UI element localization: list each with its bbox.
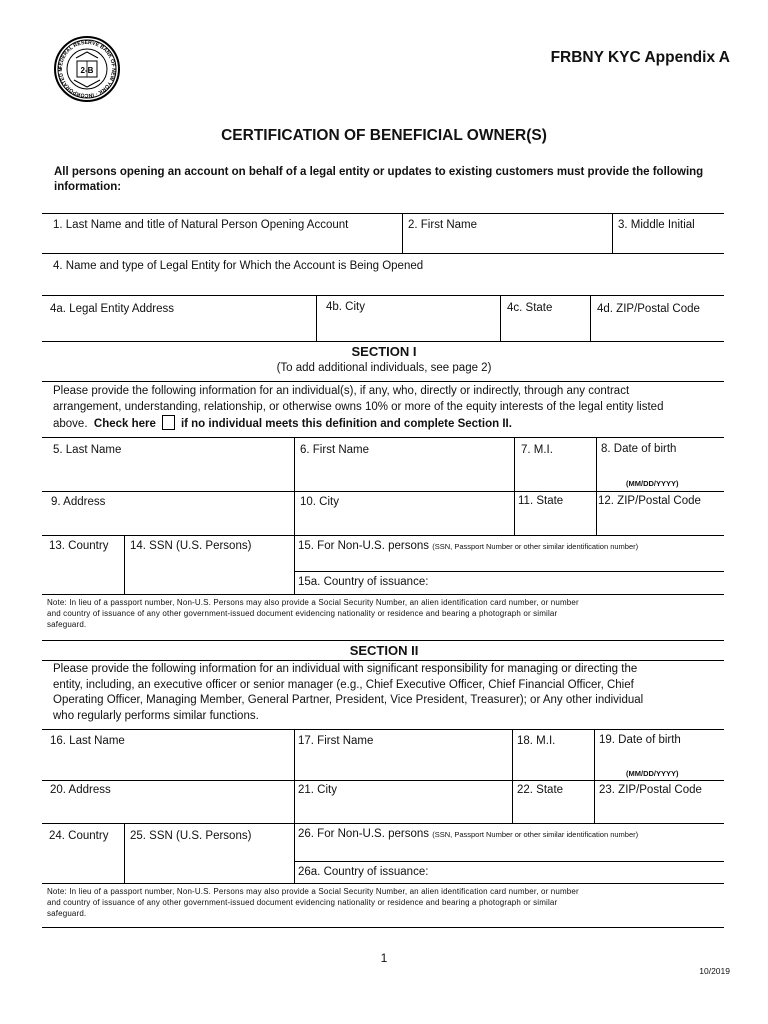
field-s1-country[interactable]: 13. Country xyxy=(49,540,109,552)
page-number: 1 xyxy=(380,951,388,965)
field-entity-state[interactable]: 4c. State xyxy=(507,302,553,314)
field-s2-address[interactable]: 20. Address xyxy=(50,784,111,796)
field-s2-last-name[interactable]: 16. Last Name xyxy=(50,735,125,747)
field-s1-state[interactable]: 11. State xyxy=(518,495,564,507)
field-s2-dob[interactable]: 19. Date of birth xyxy=(599,734,681,746)
form-title: CERTIFICATION OF BENEFICIAL OWNER(S) xyxy=(221,127,547,144)
section-2-instructions: Please provide the following information for an individual with significant responsibility for managing or directing the entity, including, an executive officer or senior manager (e.g., Chief Executive Officer, Chief Financial Officer, Chief Operating Officer, Managing Member, General Partner, President, Vice President, Treasurer); or Any other individual who regularly performs similar functions. xyxy=(53,663,644,722)
field-s1-ssn[interactable]: 14. SSN (U.S. Persons) xyxy=(130,540,252,552)
field-s2-non-us-id[interactable]: 26. For Non-U.S. persons (SSN, Passport Number or other similar identification number) xyxy=(298,828,639,840)
field-legal-entity-address[interactable]: 4a. Legal Entity Address xyxy=(50,303,175,315)
field-s2-city[interactable]: 21. City xyxy=(298,784,337,796)
field-s1-mi[interactable]: 7. M.I. xyxy=(521,444,553,456)
svg-text:2-B: 2-B xyxy=(80,66,94,75)
field-s1-first-name[interactable]: 6. First Name xyxy=(300,444,370,456)
field-last-name-title[interactable]: 1. Last Name and title of Natural Person Opening Account xyxy=(53,219,349,231)
section-1-instructions: Please provide the following information for an individual(s), if any, who, directly or indirectly, through any contract arrangement, understanding, relationship, or otherwise owns 10% or more of the equity interests of the legal entity listed above. Check here if no individual meets this definition and complete Section II. xyxy=(53,385,664,430)
field-s2-mi[interactable]: 18. M.I. xyxy=(517,735,556,747)
field-first-name[interactable]: 2. First Name xyxy=(408,219,478,231)
field-s1-zip[interactable]: 12. ZIP/Postal Code xyxy=(598,495,701,507)
intro-text: All persons opening an account on behalf of a legal entity or updates to existing customers must provide the following information: xyxy=(54,166,704,193)
appendix-label: FRBNY KYC Appendix A xyxy=(550,49,730,66)
field-s2-ssn[interactable]: 25. SSN (U.S. Persons) xyxy=(130,830,252,842)
field-s1-last-name[interactable]: 5. Last Name xyxy=(53,444,122,456)
field-legal-entity-name[interactable]: 4. Name and type of Legal Entity for Which the Account is Being Opened xyxy=(53,260,424,272)
field-s2-first-name[interactable]: 17. First Name xyxy=(298,735,374,747)
section-1-note: Note: In lieu of a passport number, Non-U.S. Persons may also provide a Social Security Number, an alien identification card number, or number and country of issuance of any other government-issued document evidencing nationality or residence and bearing a photograph or similar safeguard. xyxy=(47,598,579,629)
dob-format-hint-2: (MM/DD/YYYY) xyxy=(626,769,679,778)
section-1-title: SECTION I xyxy=(351,344,417,359)
section-2-title: SECTION II xyxy=(349,643,419,658)
field-s2-state[interactable]: 22. State xyxy=(517,784,564,796)
section-1-subtitle: (To add additional individuals, see page 2) xyxy=(276,362,492,374)
field-entity-zip[interactable]: 4d. ZIP/Postal Code xyxy=(597,303,700,315)
field-entity-city[interactable]: 4b. City xyxy=(326,301,365,313)
field-s1-country-issuance[interactable]: 15a. Country of issuance: xyxy=(298,576,429,588)
field-s2-country[interactable]: 24. Country xyxy=(49,830,109,842)
frbny-seal-logo xyxy=(54,36,120,102)
field-s2-country-issuance[interactable]: 26a. Country of issuance: xyxy=(298,866,429,878)
field-s1-city[interactable]: 10. City xyxy=(300,496,339,508)
svg-text:FEDERAL RESERVE BANK OF NEW YO: FEDERAL RESERVE BANK OF NEW YORK · INCORPORATED M xyxy=(57,39,117,99)
no-individual-checkbox[interactable] xyxy=(162,415,175,430)
revision-date: 10/2019 xyxy=(699,966,730,976)
field-s1-dob[interactable]: 8. Date of birth xyxy=(601,443,677,455)
field-s2-zip[interactable]: 23. ZIP/Postal Code xyxy=(599,784,702,796)
field-s1-non-us-id[interactable]: 15. For Non-U.S. persons (SSN, Passport Number or other similar identification number) xyxy=(298,540,639,552)
dob-format-hint: (MM/DD/YYYY) xyxy=(626,479,679,488)
field-middle-initial[interactable]: 3. Middle Initial xyxy=(618,219,695,231)
section-2-note: Note: In lieu of a passport number, Non-U.S. Persons may also provide a Social Security Number, an alien identification card number, or number and country of issuance of any other government-issued document evidencing nationality or residence and bearing a photograph or similar safeguard. xyxy=(47,887,579,918)
field-s1-address[interactable]: 9. Address xyxy=(51,496,106,508)
